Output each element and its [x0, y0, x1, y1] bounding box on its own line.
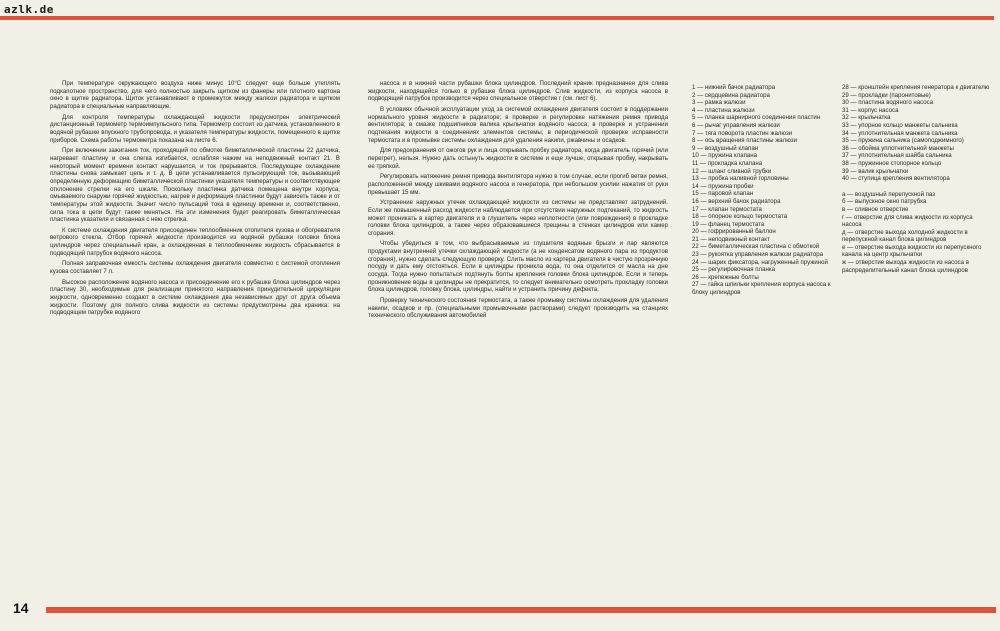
legend-item: б — выпускное окно патрубка — [842, 198, 927, 206]
legend-item: 29 — прокладки (паронитовые) — [842, 91, 931, 99]
legend-item: 17 — клапан термостата — [692, 205, 762, 213]
legend-item: 25 — регулировочная планка — [692, 266, 776, 274]
legend-item: 38 — пружинное стопорное кольцо — [842, 159, 942, 167]
legend-item: 16 — верхний бачок радиатора — [692, 197, 781, 205]
text-column-left — [50, 80, 340, 320]
bottom-accent-bar — [46, 607, 996, 613]
legend-item: 30 — пластина водяного насоса — [842, 99, 934, 107]
legend-item: 23 — рукоятка управления жалюзи радиатора — [692, 251, 824, 259]
legend-item: 20 — гофрированный баллон — [692, 228, 776, 236]
legend-item: 12 — шланг сливной трубки — [692, 167, 772, 175]
paragraph: Устранение наружных утечек охлаждающей жидкости из системы не представляет затруднений. Если же повышенный расход жидкости наблюдается при отсутствии наружных подтеканий, то жидкость может проникать в картер двигателя и в глушитель через неплотности (или повреждения) в прокладке головки блока цилиндров, а также через образовавшиеся трещины в стенках цилиндров или камер сгорания. — [368, 199, 668, 237]
legend-item: 4 — пластина жалюзи — [692, 106, 755, 114]
legend-list-left — [692, 84, 832, 297]
legend-item: 13 — пробка наливной горловины — [692, 175, 789, 183]
legend-item: 39 — валик крыльчатки — [842, 167, 909, 175]
paragraph: При включении зажигания ток, проходящий по обмотке биметаллической пластины 22 датчика, нагревает пластину и она слегка изгибается, ослабляя нажим на неподвижный контакт 21. В некоторый момент времени контакт нарушается, и ток прерывается. Последующее охлаждение пластины снова замыкает цепь и т. д. В цепи устанавливается пульсирующий ток, вызывающий определенную деформацию биметаллической пластинки указателя температуры и соответствующее отклонение стрелки на его шкале. Поскольку пластинка датчика помещена внутри корпуса, омываемого снаружи горячей жидкостью, нагрев и деформация пластинки будут зависеть также и от температуры этой жидкости. Значит число пульсаций тока в единицу времени и, соответственно, сила тока в цепи будут также меняться. На эти изменения будет реагировать биметаллическая пластинка указателя и связанная с нею стрелка. — [50, 147, 340, 224]
legend-item: 15 — паровой клапан — [692, 190, 754, 198]
legend-item: 37 — уплотнительная шайба сальника — [842, 152, 952, 160]
legend-item: 32 — крыльчатка — [842, 114, 891, 122]
paragraph: К системе охлаждения двигателя присоединен теплообменник отопителя кузова и обогревателя ветрового стекла. Отбор горячей жидкости производится из водяной рубашки головки блока цилиндров через специальный кран, а охлажденная в теплообменнике жидкость сбрасывается в подводящий патрубок водяного насоса. — [50, 226, 340, 257]
legend-item: 3 — рамка жалюзи — [692, 99, 746, 107]
legend-item: 5 — планка шарнирного соединения пластин — [692, 114, 821, 122]
legend-item: 40 — ступица крепления вентилятора — [842, 175, 950, 183]
legend-item: ж — отверстие выхода жидкости из насоса в распределительный канал блока цилиндров — [842, 259, 969, 274]
legend-item: 31 — корпус насоса — [842, 106, 899, 114]
paragraph: Высокое расположение водяного насоса и присоединение его к рубашке блока цилиндров через пластину 30, необходимые для реализации принятого направления принудительной циркуляции жидкости, одновременно создают в системе охлаждения два независимых друг от друга объема жидкости. Поэтому для полного слива жидкости из системы предусмотрены два краника: на подводящем патрубке водяного — [50, 278, 340, 317]
legend-item: д — отверстие выхода холодной жидкости в перепускной канал блока цилиндров — [842, 228, 968, 244]
legend-item: а — воздушный перепускной паз — [842, 190, 936, 198]
paragraph: Чтобы убедиться в том, что выбрасываемые из глушителя водяные брызги и пар являются продуктами внутренней утечки охлаждающей жидкости (а не конденсатом водяного пара из продуктов сгорания), нужно сделать следующую проверку. Слить масло из картера двигателя в чистую прозрачную посуду и дать ему отстояться. Если в цилиндры проникла вода, то она отделится от масла на дне сосуда. Тогда нужно попытаться подтянуть болты крепления головки блока цилиндров. Если и теперь проникновение воды в цилиндры не прекратится, то следует внимательно осмотреть прокладку головки блока цилиндров, головку блока, цилиндры, найти и устранить причину дефекта. — [368, 240, 668, 294]
legend-item: 36 — обойма уплотнительной манжеты — [842, 144, 954, 152]
legend-item: 21 — неподвижный контакт — [692, 235, 770, 243]
legend-item: 22 — биметаллическая пластина с обмоткой — [692, 243, 820, 251]
text-column-middle — [368, 80, 668, 323]
legend-item: 10 — пружина клапана — [692, 152, 758, 160]
paragraph: В условиях обычной эксплуатации уход за системой охлаждения двигателя состоит в поддержании нормального уровня жидкости в радиаторе; в проверке и регулировке натяжения ремня привода вентилятора; в смазке подшипников валика крыльчатки водяного насоса; в проверке и устранении подтекания жидкости в соединениях элементов системы; в периодической проверке исправности термостата и в промывке системы охлаждения для удаления накипи, ржавчины и осадков. — [368, 105, 668, 144]
legend-item: 19 — фланец термостата — [692, 220, 765, 228]
paragraph: Полная заправочная емкость системы охлаждения двигателя совместно с системой отопления кузова составляет 7 л. — [50, 260, 340, 276]
legend-item: 8 — ось вращения пластины жалюзи — [692, 137, 797, 145]
legend-item: 18 — опорное кольцо термостата — [692, 213, 788, 221]
page-number: 14 — [13, 600, 29, 616]
paragraph: Регулировать натяжение ремня привода вентилятора нужно в том случае, если прогиб ветви ремня, расположенной между шкивами водяного насоса и генератора, при небольшом усилии нажатия от руки превышает 15 мм. — [368, 173, 668, 196]
legend-item: 1 — нижний бачок радиатора — [692, 84, 775, 91]
legend-list-right — [842, 84, 992, 274]
legend-item: г — отверстие для слива жидкости из корпуса насоса — [842, 213, 973, 229]
legend-item: в — сливное отверстие — [842, 205, 909, 213]
legend-item: 24 — шарик фиксатора, нагруженный пружиной — [692, 258, 828, 266]
paragraph: насоса и в нижней части рубашки блока цилиндров. Последний краник предназначен для слива жидкости, находящейся только в рубашке блока цилиндров. Слив жидкости, из корпуса насоса в подводящий патрубок производится через специальное отверстие г (см. лист 6). — [368, 80, 668, 103]
legend-item: е — отверстие выхода жидкости из перепускного канала на центр крыльчатки — [842, 243, 982, 259]
legend-item: 26 — крепежные болты — [692, 273, 759, 281]
paragraph: При температуре окружающего воздуха ниже минус 10°С следует еще больше утеплять подкапотное пространство, для чего полностью закрыть щитком из фанеры или плотного картона окно в щитке радиатора. Щиток устанавливают в промежуток между жалюзи радиатора и щитком радиатора в специальные направляющие. — [50, 80, 340, 110]
legend-item: 2 — сердцевина радиатора — [692, 91, 770, 99]
paragraph: Проверку технического состояния термостата, а также промывку системы охлаждения для удаления накипи, осадков и пр. (специальными промывочными растворами) следует производить на станциях технического обслуживания автомобилей — [368, 297, 668, 320]
legend-item: 9 — воздушный клапан — [692, 144, 759, 152]
legend-item: 35 — пружина сальника (самоподжимного) — [842, 137, 964, 145]
site-watermark-label: azlk.de — [4, 3, 54, 16]
legend-item: 34 — уплотнительная манжета сальника — [842, 129, 958, 137]
legend-item: 14 — пружина пробки — [692, 182, 754, 190]
legend-item: 27 — гайка шпильки крепления корпуса насоса к блоку цилиндров — [692, 281, 831, 297]
legend-item: 28 — кронштейн крепления генератора к двигателю — [842, 84, 990, 91]
legend-item: 6 — рычаг управления жалюзи — [692, 121, 780, 129]
paragraph: Для предохранения от ожогов рук и лица открывать пробку радиатора, когда двигатель горячий (или перегрет), нельзя. Нужно дать остынуть жидкости в системе и еще лучше, открывая пробку, накрывать ее тряпкой. — [368, 147, 668, 170]
legend-item: 33 — упорное кольцо манжеты сальника — [842, 121, 958, 129]
top-accent-bar — [0, 16, 994, 20]
paragraph: Для контроля температуры охлаждающей жидкости предусмотрен электрический дистанционный термометр термоимпульсного типа. Термометр состоит из датчика, установленного в водяной рубашке впускного трубопровода, и указателя температуры жидкости, помещенного в щитке приборов. Схема работы термометра показана на листе 6. — [50, 113, 340, 144]
legend-item: 7 — тяга поворота пластин жалюзи — [692, 129, 793, 137]
legend-item: 11 — прокладка клапана — [692, 159, 763, 167]
